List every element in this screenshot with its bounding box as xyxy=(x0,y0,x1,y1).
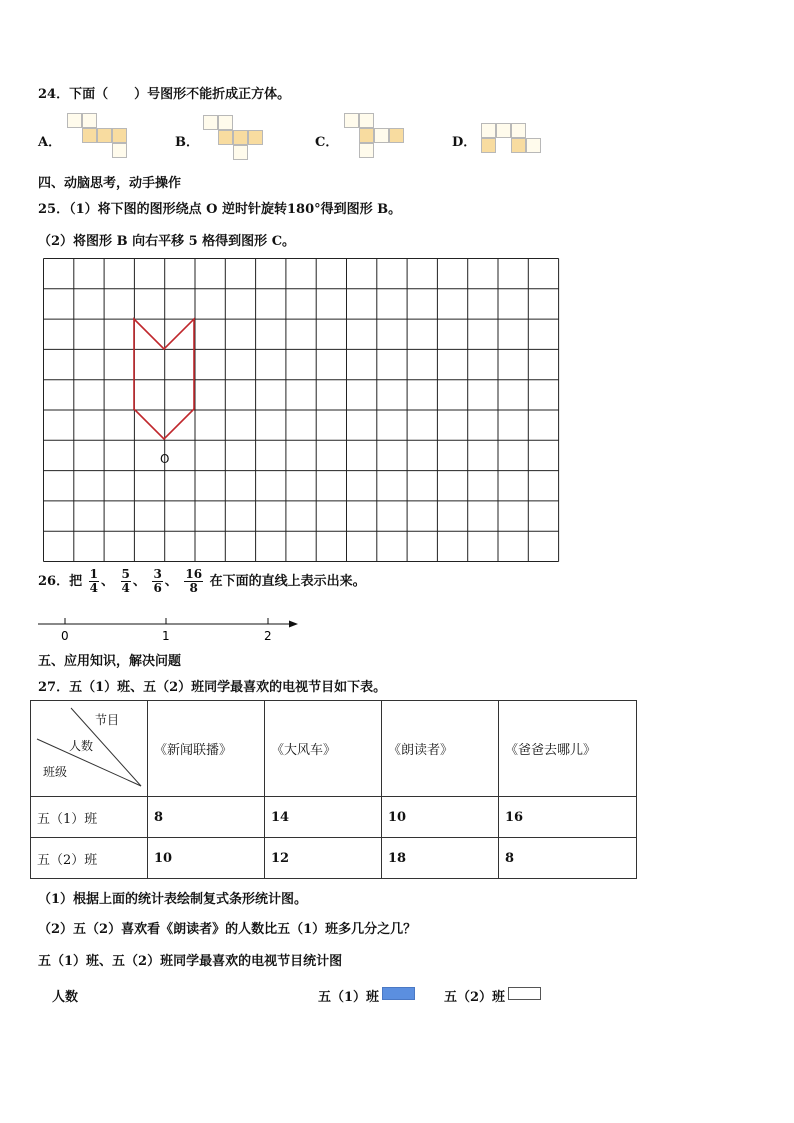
column-header: 《爸爸去哪儿》 xyxy=(499,701,637,797)
tick-label-1: 1 xyxy=(162,629,170,643)
q27-question2: （2）五（2）喜欢看《朗读者》的人数比五（1）班多几分之几？ xyxy=(38,922,417,937)
q27-intro: 27．五（1）班、五（2）班同学最喜欢的电视节目如下表。 xyxy=(38,680,387,695)
chart-title: 五（1）班、五（2）班同学最喜欢的电视节目统计图 xyxy=(38,954,343,969)
table-cell: 18 xyxy=(382,838,499,879)
header-program-label: 节目 xyxy=(95,713,120,727)
q24-text: 24．下面（ ）号图形不能折成正方体。 xyxy=(38,87,291,102)
table-cell: 10 xyxy=(382,797,499,838)
header-count-label: 人数 xyxy=(69,739,94,753)
legend-swatch-class1 xyxy=(382,987,415,1000)
legend-label-class2: 五（2）班 xyxy=(444,990,506,1005)
row-class-label: 五（1）班 xyxy=(31,797,148,838)
chart-y-axis-label: 人数 xyxy=(52,990,79,1005)
legend-swatch-class2 xyxy=(508,987,541,1000)
option-b-label: B． xyxy=(175,135,199,150)
fraction-2: $\frac{5}{4}$ xyxy=(121,567,130,595)
table-cell: 10 xyxy=(148,838,265,879)
table-cell: 8 xyxy=(148,797,265,838)
q27-question1: （1）根据上面的统计表绘制复式条形统计图。 xyxy=(38,892,308,907)
option-a-label: A． xyxy=(38,135,62,150)
table-cell: 16 xyxy=(499,797,637,838)
section5-title: 五、应用知识，解决问题 xyxy=(38,654,182,669)
section4-title: 四、动脑思考，动手操作 xyxy=(38,176,182,191)
point-o-label: O xyxy=(160,452,170,466)
separator: 、 xyxy=(100,574,114,589)
q25-part1: 25．（1）将下图的图形绕点 O 逆时针旋转180°得到图形 B。 xyxy=(38,202,402,217)
separator: 、 xyxy=(132,574,146,589)
table-row xyxy=(31,797,637,838)
table-row xyxy=(31,838,637,879)
option-d-label: D． xyxy=(452,135,477,150)
tick-label-2: 2 xyxy=(264,629,272,643)
q25-part2: （2）将图形 B 向右平移 5 格得到图形 C。 xyxy=(38,234,296,249)
table-cell: 14 xyxy=(265,797,382,838)
arrow-shape xyxy=(134,319,194,439)
tv-program-table xyxy=(30,700,637,879)
q26-prefix: 26．把 xyxy=(38,574,83,589)
fraction-1: $\frac{1}{4}$ xyxy=(89,567,98,595)
fraction-4: $\frac{16}{8}$ xyxy=(185,567,203,595)
column-header: 《大风车》 xyxy=(265,701,382,797)
separator: 、 xyxy=(164,574,178,589)
number-line[interactable] xyxy=(30,612,310,644)
tick-label-0: 0 xyxy=(61,629,69,643)
column-header: 《新闻联播》 xyxy=(148,701,265,797)
option-c-label: C． xyxy=(315,135,339,150)
q26-suffix: 在下面的直线上表示出来。 xyxy=(209,574,366,589)
row-class-label: 五（2）班 xyxy=(31,838,148,879)
column-header: 《朗读者》 xyxy=(382,701,499,797)
table-corner-cell xyxy=(31,701,148,797)
fraction-3: $\frac{3}{6}$ xyxy=(153,567,162,595)
legend-label-class1: 五（1）班 xyxy=(318,990,380,1005)
table-cell: 12 xyxy=(265,838,382,879)
table-cell: 8 xyxy=(499,838,637,879)
header-class-label: 班级 xyxy=(43,765,68,779)
q26-text xyxy=(38,568,366,595)
